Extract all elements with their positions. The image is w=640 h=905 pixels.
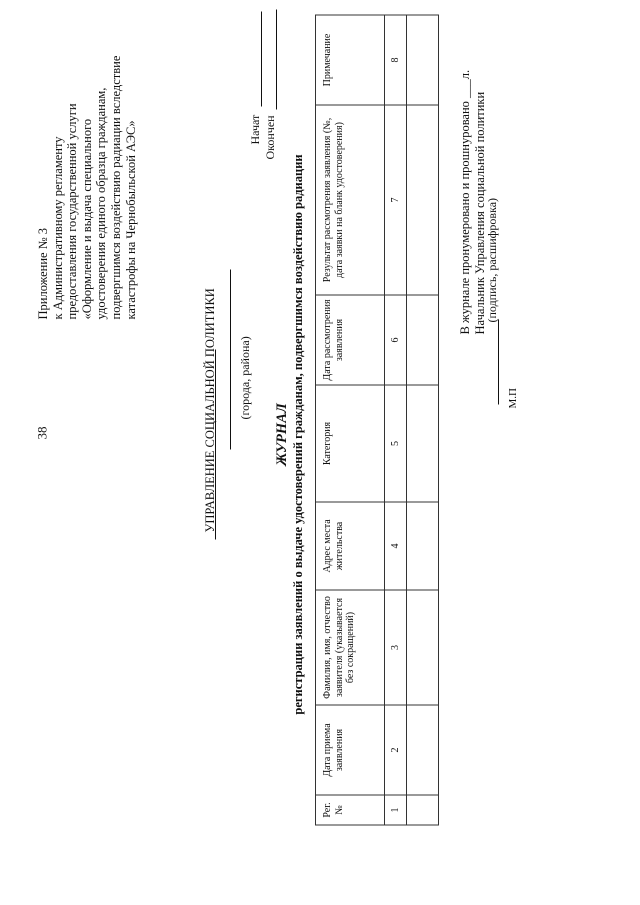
table-header-cell: Дата рассмотрения заявления	[316, 295, 385, 385]
started-label: Начат	[248, 114, 262, 145]
department-underline	[215, 350, 216, 540]
table-cell	[407, 105, 439, 295]
table-cell	[407, 502, 439, 590]
page-number: 38	[34, 426, 50, 440]
table-number-row	[385, 15, 407, 825]
table-cell	[407, 385, 439, 502]
signature-label: (подпись, расшифровка)	[485, 197, 499, 323]
column-number-cell: 4	[385, 502, 407, 590]
registration-table	[315, 15, 439, 826]
column-number-cell: 3	[385, 590, 407, 705]
table-row	[407, 15, 439, 825]
appendix-line: «Оформление и выдача специального	[79, 118, 94, 320]
stamp-label: М.П	[507, 388, 519, 409]
department-name: УПРАВЛЕНИЕ СОЦИАЛЬНОЙ ПОЛИТИКИ	[203, 288, 217, 533]
table-cell	[407, 15, 439, 105]
table-header-cell: Категория	[316, 385, 385, 502]
table-header-cell: Результат рассмотрения заявления (№, дата заявки на бланк удостоверения)	[316, 105, 385, 295]
table-cell	[407, 295, 439, 385]
table-header-cell: Фамилия, имя, отчество заявителя (указывается без сокращений)	[316, 590, 385, 705]
city-blank-line	[230, 270, 231, 450]
table-header-row	[316, 15, 385, 825]
table-cell	[407, 705, 439, 795]
appendix-line: предоставления государственной услуги	[65, 103, 80, 320]
journal-subtitle: регистрации заявлений о выдаче удостоверений гражданам, подвергшимся воздействию радиации	[291, 154, 305, 715]
appendix-line: Приложение № 3	[36, 227, 50, 320]
table-cell	[407, 795, 439, 825]
signature-line	[498, 320, 499, 405]
table-header-cell: Адрес места жительства	[316, 502, 385, 590]
table-header-cell: Примечание	[316, 15, 385, 105]
column-number-cell: 6	[385, 295, 407, 385]
table-header-cell: Рег. №	[316, 795, 385, 825]
table-cell	[407, 590, 439, 705]
certification-line: В журнале пронумеровано и прошнуровано ___л.	[458, 69, 472, 335]
column-number-cell: 5	[385, 385, 407, 502]
appendix-note	[36, 20, 138, 320]
table-header-cell: Дата приема заявления	[316, 705, 385, 795]
certification-line: Начальник Управления социальной политики	[472, 91, 487, 335]
column-number-cell: 2	[385, 705, 407, 795]
certification-block	[458, 70, 487, 335]
ended-blank-line	[276, 10, 277, 110]
appendix-line: катастрофы на Чернобыльской АЭС»	[123, 120, 138, 320]
ended-label: Окончен	[263, 115, 277, 160]
city-label: (города, района)	[238, 336, 252, 420]
appendix-line: удостоверения единого образца гражданам,	[94, 87, 109, 320]
started-blank-line	[261, 12, 262, 107]
appendix-line: к Административному регламенту	[50, 136, 65, 320]
column-number-cell: 7	[385, 105, 407, 295]
column-number-cell: 1	[385, 795, 407, 825]
journal-title: ЖУРНАЛ	[274, 403, 290, 466]
appendix-line: подвергшимся воздействию радиации вследствие	[108, 55, 123, 320]
column-number-cell: 8	[385, 15, 407, 105]
